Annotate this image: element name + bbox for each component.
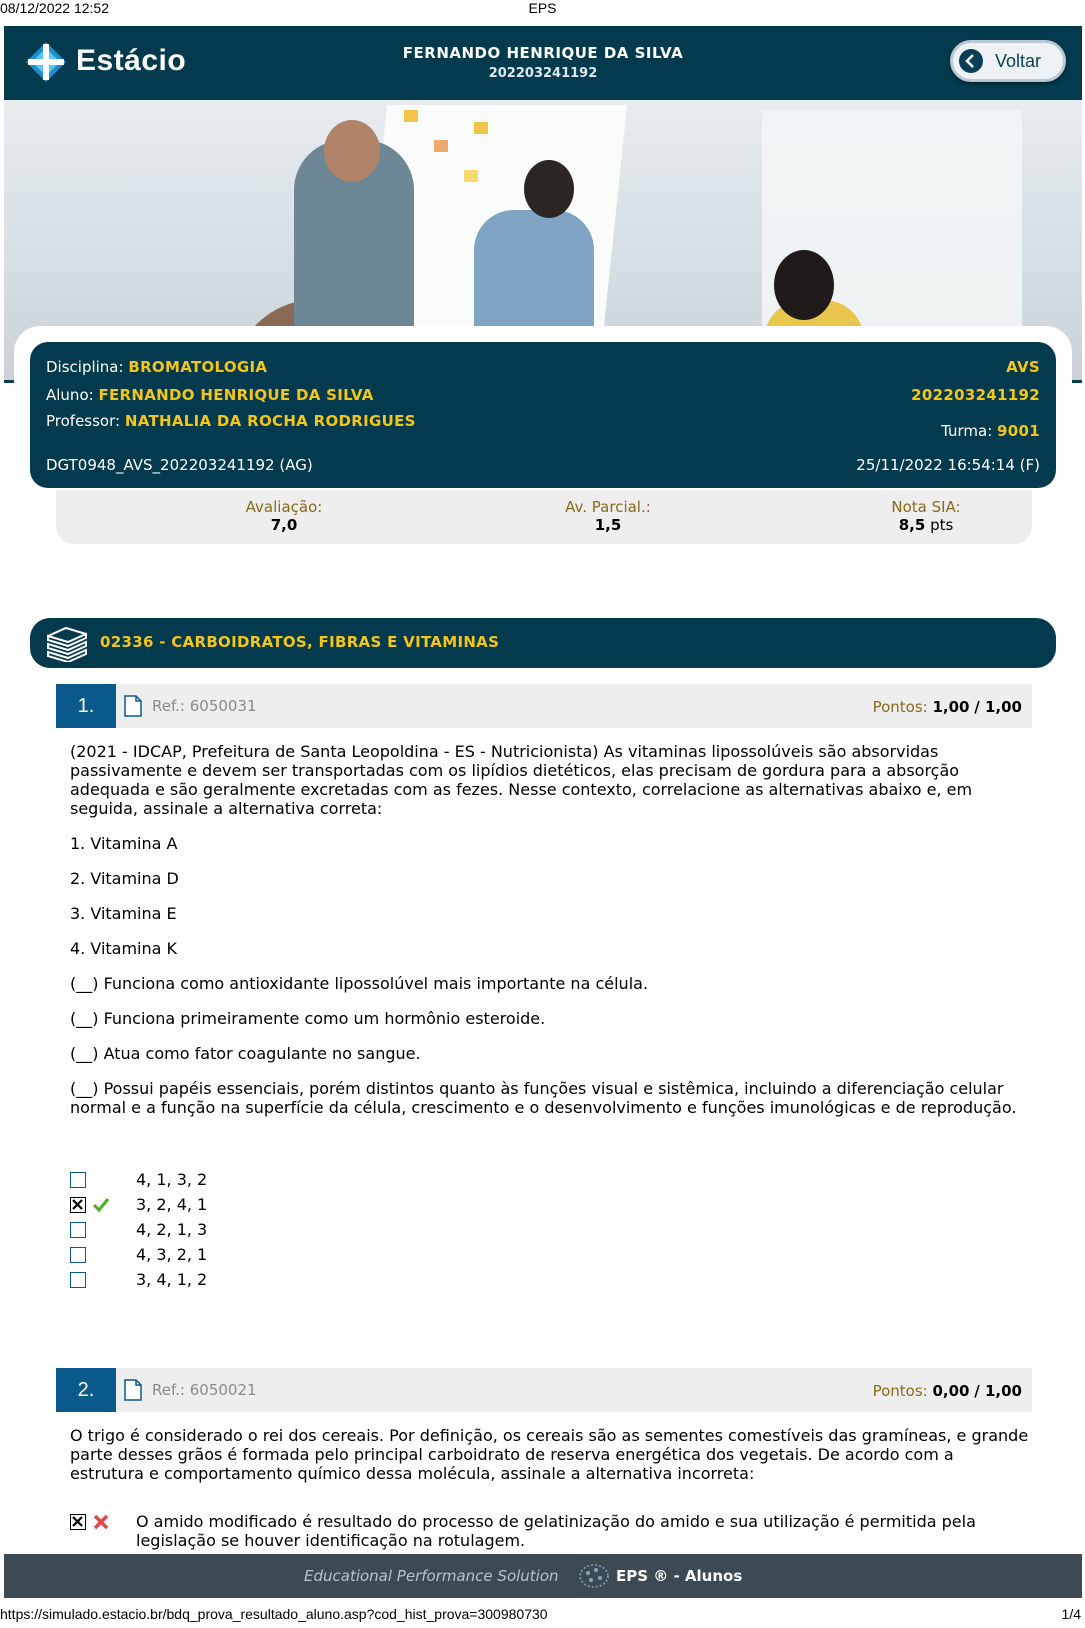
print-page-number: 1/4	[1061, 1606, 1081, 1622]
x-mark-icon	[71, 1198, 84, 1211]
question-number: 1.	[56, 684, 116, 728]
grades-panel	[56, 490, 1032, 544]
question-item: (__) Funciona como antioxidante lipossolúvel mais importante na célula.	[70, 974, 649, 993]
header-user	[4, 44, 1082, 81]
document-icon	[124, 695, 142, 717]
app-header	[4, 26, 1082, 100]
option-checkbox-checked[interactable]	[70, 1197, 86, 1213]
grade-sia-label: Nota SIA:	[891, 498, 961, 516]
grade-avaliacao-label: Avaliação:	[245, 498, 323, 516]
question-item: 3. Vitamina E	[70, 904, 177, 923]
logo-text: Estácio	[76, 44, 187, 77]
question-item: 4. Vitamina K	[70, 939, 178, 958]
professor-label: Professor:	[46, 412, 121, 430]
question-header-1	[56, 684, 1032, 728]
sticky-note	[464, 170, 478, 182]
turma-value: 9001	[997, 422, 1040, 440]
exam-date: 25/11/2022 16:54:14 (F)	[856, 456, 1040, 474]
question-header-2	[56, 1368, 1032, 1412]
professor-value: NATHALIA DA ROCHA RODRIGUES	[124, 412, 416, 430]
topic-bar	[30, 618, 1056, 668]
answer-option[interactable]	[70, 1512, 1030, 1552]
sticky-note	[404, 110, 418, 122]
question-text: (2021 - IDCAP, Prefeitura de Santa Leopoldina - ES - Nutricionista) As vitaminas lipossolúveis são absorvidas passivamente e devem ser transportadas com os lipídios dietéticos, elas precisam de gordura para a absorção adequada e são geralmente excretadas com as fezes. Nesse contexto, correlacione as alternativas abaixo e, em seguida, assinale a alternativa correta:	[70, 742, 973, 818]
points-total: / 1,00	[974, 698, 1022, 716]
aluno-label: Aluno:	[46, 386, 94, 404]
check-icon	[92, 1196, 110, 1214]
option-checkbox[interactable]	[70, 1272, 86, 1288]
exam-code: DGT0948_AVS_202203241192 (AG)	[46, 456, 313, 474]
info-row-codigo	[46, 456, 1040, 474]
footer-bar	[4, 1554, 1082, 1598]
back-button-label: Voltar	[995, 51, 1042, 71]
question-points	[873, 1382, 1022, 1400]
banner-person-head	[524, 160, 574, 218]
option-checkbox[interactable]	[70, 1222, 86, 1238]
grade-sia-value: 8,5	[898, 516, 926, 534]
info-row-professor	[46, 412, 1040, 430]
grade-avaliacao-value: 7,0	[270, 516, 298, 534]
grade-sia	[806, 498, 1046, 534]
question-ref: Ref.: 6050031	[152, 697, 257, 715]
option-text: 3, 4, 1, 2	[136, 1270, 208, 1289]
banner-person-head	[774, 250, 834, 320]
wrong-icon	[92, 1513, 110, 1531]
question-item: 1. Vitamina A	[70, 834, 178, 853]
question-points	[873, 698, 1022, 716]
points-value: 1,00	[932, 698, 970, 716]
option-checkbox[interactable]	[70, 1172, 86, 1188]
question-item: (__) Possui papéis essenciais, porém distintos quanto às funções visual e sistêmica, incluindo a diferenciação celular normal e a função na superfície da célula, crescimento e o desenvolvimento e funções imunológicas e de reprodução.	[70, 1079, 1017, 1117]
info-row-disciplina	[46, 358, 1040, 376]
banner-person-head	[324, 120, 380, 182]
points-label: Pontos:	[872, 698, 928, 716]
grade-sia-line	[806, 516, 1046, 534]
print-datetime: 08/12/2022 12:52	[0, 0, 109, 16]
document-icon	[124, 1379, 142, 1401]
disciplina-value: BROMATOLOGIA	[128, 358, 268, 376]
points-total: / 1,00	[974, 1382, 1022, 1400]
info-row-aluno	[46, 386, 1040, 404]
turma-label: Turma:	[941, 422, 993, 440]
grade-sia-unit: pts	[930, 516, 954, 534]
x-mark-icon	[71, 1515, 84, 1528]
option-text: 4, 3, 2, 1	[136, 1245, 208, 1264]
question-item: (__) Atua como fator coagulante no sangue.	[70, 1044, 421, 1063]
grade-parcial	[488, 498, 728, 534]
question-body-2	[70, 1426, 1030, 1499]
option-text: O amido modificado é resultado do processo de gelatinização do amido e sua utilização é permitida pela legislação se houver identificação na rotulagem.	[136, 1512, 976, 1550]
option-text: 4, 1, 3, 2	[136, 1170, 208, 1189]
print-title: EPS	[528, 0, 557, 16]
print-footer	[0, 1606, 1085, 1628]
print-url: https://simulado.estacio.br/bdq_prova_resultado_aluno.asp?cod_hist_prova=300980730	[0, 1606, 548, 1622]
points-label: Pontos:	[872, 1382, 928, 1400]
print-header	[0, 0, 1085, 22]
question-text: O trigo é considerado o rei dos cereais. Por definição, os cereais são as sementes comestíveis das gramíneas, e grande parte desses grãos é formada pelo principal carboidrato de reserva energética dos vegetais. De acordo com a estrutura e comportamento químico dessa molécula, assinale a alternativa incorreta:	[70, 1426, 1029, 1483]
back-button[interactable]	[950, 40, 1066, 82]
exam-type: AVS	[1006, 358, 1040, 376]
question-item: 2. Vitamina D	[70, 869, 179, 888]
header-user-name: FERNANDO HENRIQUE DA SILVA	[402, 44, 684, 62]
points-value: 0,00	[932, 1382, 970, 1400]
sticky-note	[474, 122, 488, 134]
grade-parcial-value: 1,5	[594, 516, 622, 534]
question-ref: Ref.: 6050021	[152, 1381, 257, 1399]
sticky-note	[434, 140, 448, 152]
option-text: 4, 2, 1, 3	[136, 1220, 208, 1239]
brain-icon	[578, 1562, 610, 1590]
grade-avaliacao	[164, 498, 404, 534]
disciplina-label: Disciplina:	[46, 358, 124, 376]
turma	[941, 422, 1040, 440]
books-icon	[44, 624, 90, 662]
info-card	[30, 342, 1056, 488]
grade-parcial-label: Av. Parcial.:	[565, 498, 651, 516]
question-body-1	[70, 742, 1030, 1133]
option-checkbox-checked[interactable]	[70, 1514, 86, 1530]
matricula-value: 202203241192	[911, 386, 1040, 404]
footer-tagline: Educational Performance Solution	[304, 1567, 559, 1585]
option-checkbox[interactable]	[70, 1247, 86, 1263]
question-number: 2.	[56, 1368, 116, 1412]
footer-brand: EPS ® - Alunos	[616, 1567, 743, 1585]
aluno-value: FERNANDO HENRIQUE DA SILVA	[98, 386, 374, 404]
chevron-left-icon	[959, 49, 983, 73]
option-text: 3, 2, 4, 1	[136, 1195, 208, 1214]
topic-title: 02336 - CARBOIDRATOS, FIBRAS E VITAMINAS	[100, 633, 500, 651]
question-item: (__) Funciona primeiramente como um hormônio esteroide.	[70, 1009, 546, 1028]
header-user-id: 202203241192	[488, 66, 598, 81]
